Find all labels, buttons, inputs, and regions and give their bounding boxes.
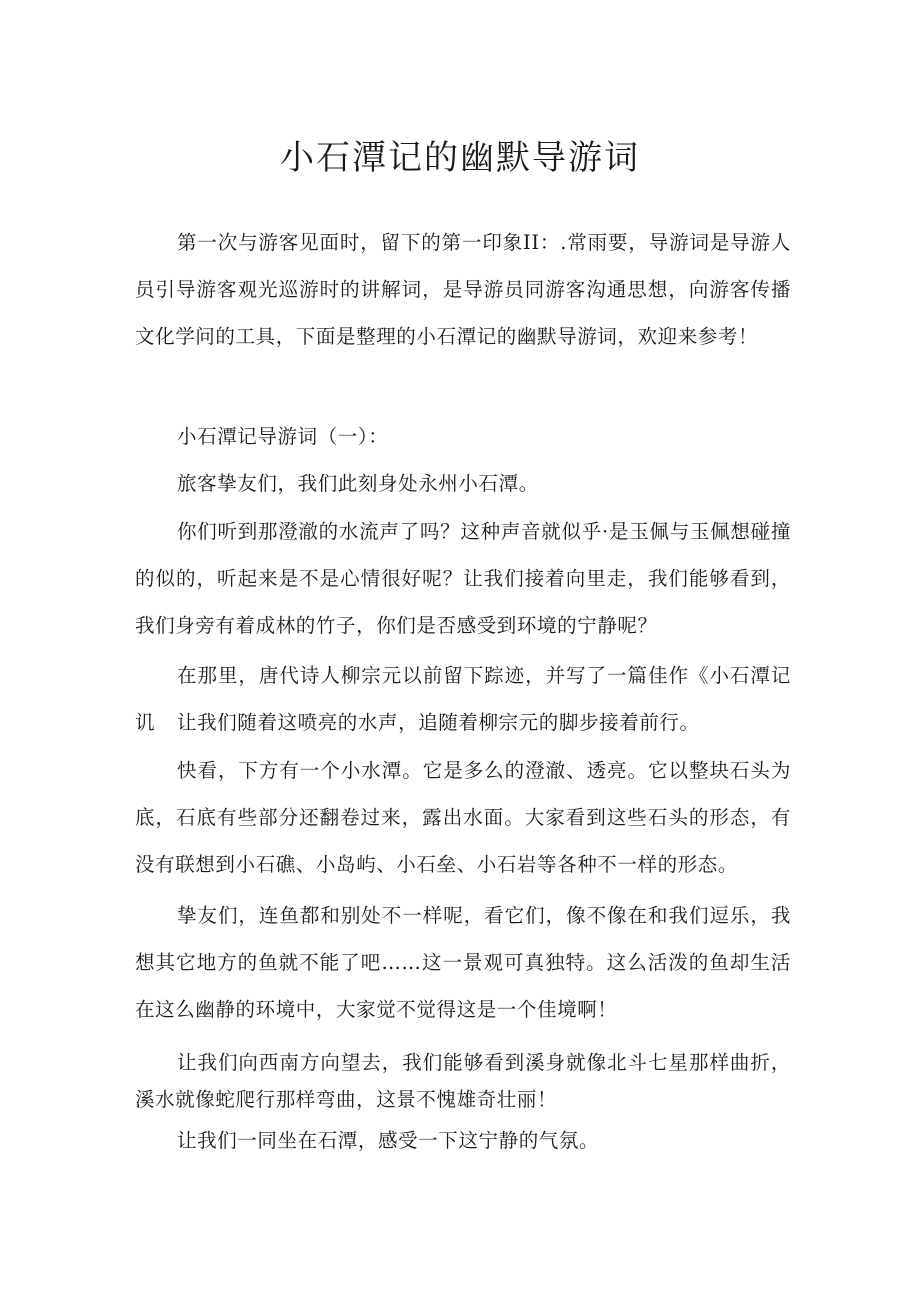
body-paragraph: 让我们随着这喷亮的水声，追随着柳宗元的脚步接着前行。 (177, 711, 700, 734)
body-paragraph: 在那里，唐代诗人柳宗元以前留下踪迹，并写了一篇佳作《小石潭记讥 (135, 664, 791, 734)
section-heading: 小石潭记导游词（一）： (177, 425, 389, 448)
intro-paragraph: 第一次与游客见面时，留下的第一印象II：.常雨要，导游词是导游人员引导游客观光巡游时的讲解词，是导游员同游客沟通思想，向游客传播文化学问的工具，下面是整理的小石潭记的幽默导游词，欢迎来参考！ (135, 231, 791, 348)
body-paragraph: 你们听到那澄澈的水流声了吗？这种声音就似乎·是玉佩与玉佩想碰撞的似的，听起来是不是心情很好呢？让我们接着向里走，我们能够看到，我们身旁有着成林的竹子，你们是否感受到环境的宁静呢？ (135, 520, 791, 637)
body-paragraph: 旅客挚友们，我们此刻身处永州小石潭。 (177, 472, 539, 495)
body-paragraph: 让我们向西南方向望去，我们能够看到溪身就像北斗七星那样曲折，溪水就像蛇爬行那样弯曲，这景不愧雄奇壮丽！ (135, 1051, 791, 1111)
body-paragraph: 让我们一同坐在石潭，感受一下这宁静的气氛。 (177, 1129, 600, 1152)
body-paragraph: 快看，下方有一个小水潭。它是多么的澄澈、透亮。它以整块石头为底，石底有些部分还翻卷过来，露出水面。大家看到这些石头的形态，有没有联想到小石礁、小岛屿、小石垒、小石岩等各种不一样的形态。 (135, 759, 791, 876)
body-paragraph: 挚友们，连鱼都和别处不一样呢，看它们，像不像在和我们逗乐，我想其它地方的鱼就不能了吧……这一景观可真独特。这么活泼的鱼却生活在这么幽静的环境中，大家觉不觉得这是一个佳境啊！ (135, 904, 791, 1021)
page-title: 小石潭记的幽默导游词 (280, 138, 640, 178)
